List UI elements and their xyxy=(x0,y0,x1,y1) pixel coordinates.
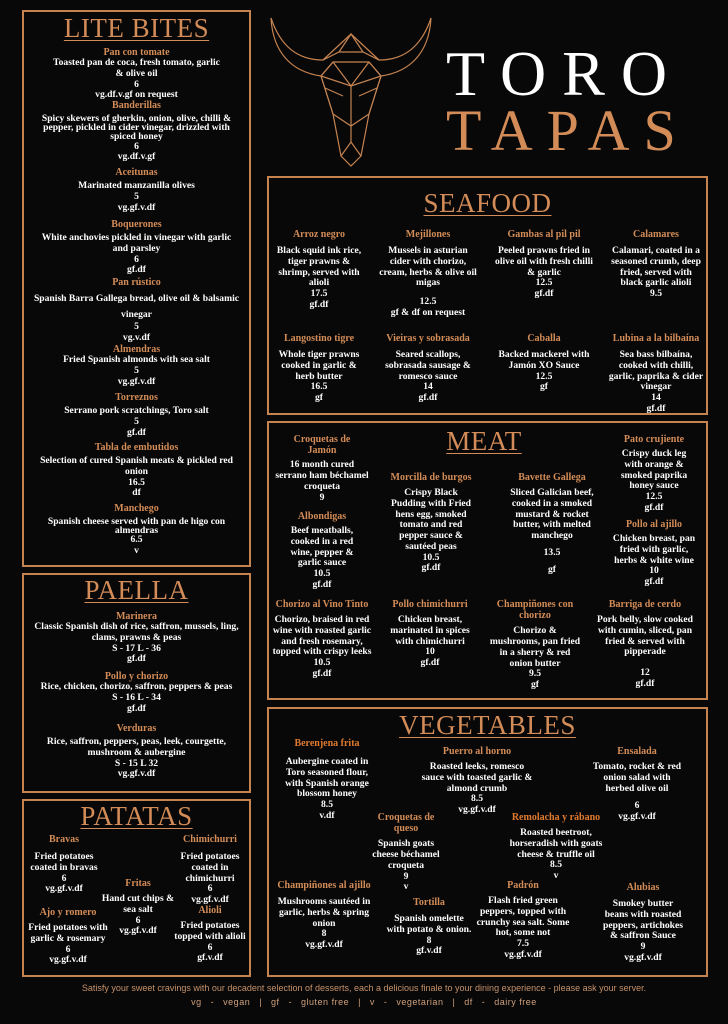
item-name: Puerro al horno xyxy=(442,746,512,757)
item-desc: Mussels in asturian cider with chorizo, cream, herbs & olive oil migas xyxy=(379,245,477,289)
item-desc: Roasted beetroot, horseradish with goats cheese & truffle oil xyxy=(509,827,603,860)
menu-item-champinones-al-ajillo xyxy=(276,880,372,951)
item-desc: Smokey butter beans with roasted peppers, artichokes & saffron Sauce xyxy=(603,898,683,942)
menu-item-albondigas xyxy=(275,511,369,591)
item-desc: Spicy skewers of gherkin, onion, olive, chilli & pepper, pickled in cider vinegar, drizzled with spiced honey xyxy=(41,113,232,143)
item-desc: Fried potatoes coated in bravas xyxy=(30,851,98,873)
section-title-meat: MEAT xyxy=(446,426,522,456)
item-name: Bavette Gallega xyxy=(518,472,586,483)
item-name: Banderillas xyxy=(112,100,161,111)
item-price: 6 xyxy=(134,78,139,90)
item-desc: Chorizo & mushrooms, pan fried in a sherry & red onion butter xyxy=(489,625,581,669)
menu-item-manchego xyxy=(30,503,243,557)
item-desc: Roasted leeks, romesco sauce with toasted garlic & almond crumb xyxy=(421,761,533,794)
item-price: 6 xyxy=(65,943,71,955)
item-name: Pollo y chorizo xyxy=(104,671,169,682)
item-name: Chimichurri xyxy=(183,834,237,845)
item-desc: Toasted pan de coca, fresh tomato, garlic & olive oil xyxy=(53,57,220,79)
item-price: 10 xyxy=(425,646,435,658)
item-price: S - 17 L - 36 xyxy=(112,642,161,654)
item-tags: gf xyxy=(315,392,323,404)
dessert-note: Satisfy your sweet cravings with our decadent selection of desserts, each a delicious finale to your dining experience - please ask your server. xyxy=(81,983,647,993)
item-name: Almendras xyxy=(112,344,161,355)
item-name: Verduras xyxy=(116,723,157,734)
item-name: Lubina a la bilbaína xyxy=(612,333,700,344)
item-tags: v.df xyxy=(319,809,335,821)
item-tags: gf xyxy=(548,563,556,575)
menu-item-pan-rustico xyxy=(30,277,243,343)
item-desc: Fried potatoes topped with alioli xyxy=(174,920,246,942)
item-name: Alubias xyxy=(626,882,660,893)
item-desc: Chorizo, braised in red wine with roasted garlic and fresh rosemary, topped with crispy leeks xyxy=(272,614,372,658)
item-name: Pan con tomate xyxy=(103,47,170,58)
item-price: 10.5 xyxy=(313,568,331,580)
item-desc: Fried Spanish almonds with sea salt xyxy=(63,354,210,366)
item-name: Caballa xyxy=(527,333,561,344)
item-name: Ensalada xyxy=(617,746,657,757)
item-tags: gf.df xyxy=(312,578,332,590)
item-price: 12.5 xyxy=(419,296,437,308)
item-price: 8 xyxy=(426,934,432,946)
item-tags: gf.v.df xyxy=(416,945,442,957)
item-tags: gf.df xyxy=(646,402,666,414)
item-price: 16.5 xyxy=(310,381,328,393)
menu-item-puerro-al-horno xyxy=(418,746,536,816)
item-price: 12 xyxy=(640,667,650,679)
menu-item-tabla-de-embutidos xyxy=(30,442,243,499)
item-price: 12.5 xyxy=(645,491,663,503)
item-tags: gf.df xyxy=(644,576,664,588)
item-desc: Peeled prawns fried in olive oil with fresh chilli & garlic xyxy=(495,245,593,278)
item-price: 6 xyxy=(135,914,141,926)
item-desc: Sliced Galician beef, cooked in a smoked mustard & rocket butter, with melted manchego xyxy=(510,487,594,542)
item-price: 9 xyxy=(319,491,325,503)
item-desc: Marinated manzanilla olives xyxy=(78,180,195,192)
item-tags: vg.gf.v.df xyxy=(117,375,156,387)
item-desc: Calamari, coated in a seasoned crumb, deep fried, served with black garlic alioli xyxy=(611,245,701,289)
section-title-seafood: SEAFOOD xyxy=(423,188,552,218)
item-desc: Aubergine coated in Toro seasoned flour, with Spanish orange blossom honey xyxy=(285,756,369,800)
item-tags: gf.df xyxy=(534,288,554,300)
item-price: 8.5 xyxy=(550,859,562,871)
bull-logo-icon xyxy=(263,14,439,174)
item-tags: gf.df xyxy=(127,653,146,665)
dietary-legend: vg - vegan | gf - gluten free | v - vegetarian | df - dairy free xyxy=(191,997,537,1007)
item-name: Ajo y romero xyxy=(39,907,97,918)
item-tags: v xyxy=(134,545,139,557)
item-price: 9.5 xyxy=(650,288,662,300)
item-name: Champiñones con chorizo xyxy=(496,599,574,622)
menu-item-pan-con-tomate xyxy=(30,47,243,101)
item-tags: gf.df xyxy=(635,677,655,689)
item-tags: gf.df xyxy=(127,426,146,438)
item-name: Champiñones al ajillo xyxy=(277,880,371,891)
item-tags: gf xyxy=(531,679,539,691)
item-desc: Spanish cheese served with pan de higo con almendras xyxy=(47,516,226,537)
menu-item-boquerones xyxy=(30,219,243,276)
item-price: 12.5 xyxy=(535,277,553,289)
menu-item-chimichurri xyxy=(172,834,248,906)
item-price: S - 16 L - 34 xyxy=(112,691,161,703)
item-name: Marinera xyxy=(115,611,158,622)
item-desc: Black squid ink rice, tiger prawns & shrimp, served with alioli xyxy=(276,245,362,289)
item-tags: gf.df xyxy=(312,667,332,679)
item-name: Albondigas xyxy=(297,511,347,522)
item-name: Mejillones xyxy=(405,229,451,240)
item-name: Barriga de cerdo xyxy=(608,599,682,610)
item-tags: gf xyxy=(540,381,548,393)
item-tags: df xyxy=(132,487,141,499)
item-desc: Fried potatoes coated in chimichurri xyxy=(180,851,240,884)
menu-item-pollo-y-chorizo xyxy=(30,671,243,714)
menu-item-morcilla-de-burgos xyxy=(382,472,480,574)
menu-item-berenjena-frita xyxy=(276,738,378,822)
item-name: Arroz negro xyxy=(292,229,346,240)
item-price: 5 xyxy=(134,415,139,427)
menu-item-croquetas-de-jamon xyxy=(275,434,369,503)
item-desc: Seared scallops, sobrasada sausage & romesco sauce xyxy=(385,349,471,382)
item-price: 9.5 xyxy=(529,668,541,680)
item-name: Torreznos xyxy=(115,392,158,403)
item-tags: vg.df.v.gf xyxy=(117,151,156,163)
item-price: 6 xyxy=(134,253,139,265)
menu-item-langostino-tigre xyxy=(271,333,367,404)
item-price: 6 xyxy=(61,872,67,884)
menu-item-croquetas-de-queso xyxy=(364,812,448,893)
menu-item-aceitunas xyxy=(30,167,243,213)
item-price: 6 xyxy=(634,800,640,812)
item-tags: vg.gf.v.df xyxy=(191,894,229,906)
item-tags: vg.gf.v.df xyxy=(624,951,662,963)
item-price: 8.5 xyxy=(321,799,333,811)
item-price: 10.5 xyxy=(313,657,331,669)
menu-item-fritas xyxy=(100,878,176,937)
item-tags: vg.gf.v.df xyxy=(45,883,83,895)
item-desc: Rice, chicken, chorizo, saffron, peppers & peas xyxy=(40,681,233,693)
item-name: Croquetas de queso xyxy=(377,812,435,835)
item-desc: Mushrooms sautéed in garlic, herbs & spring onion xyxy=(277,896,371,929)
item-tags: gf.df xyxy=(421,562,441,574)
item-desc: Crispy duck leg with orange & smoked paprika honey sauce xyxy=(620,448,688,492)
item-name: Remolacha y rábano xyxy=(511,812,601,823)
item-tags: vg.v.df xyxy=(122,331,151,343)
item-tags: vg.gf.v.df xyxy=(504,948,542,960)
menu-item-verduras xyxy=(30,723,243,780)
menu-item-champinones-con-chorizo xyxy=(488,599,582,691)
item-name: Bravas xyxy=(49,834,79,845)
item-name: Aceitunas xyxy=(115,167,158,178)
item-tags: gf.df xyxy=(644,501,664,513)
item-price: 9 xyxy=(640,941,646,953)
section-title-paella: PAELLA xyxy=(84,575,189,605)
item-price: 8.5 xyxy=(471,793,483,805)
menu-item-lubina-a-la-bilbaina xyxy=(608,333,704,415)
item-tags: gf.df xyxy=(309,298,329,310)
menu-item-pollo-al-ajillo xyxy=(610,519,698,588)
item-desc: Crispy Black Pudding with Fried hens egg, smoked tomato and red pepper sauce & sautéed peas xyxy=(391,487,471,552)
menu-item-banderillas xyxy=(30,100,243,163)
item-name: Pollo chimichurri xyxy=(392,599,468,610)
item-desc: Backed mackerel with Jamón XO Sauce xyxy=(498,349,590,371)
item-price: 17.5 xyxy=(310,288,328,300)
item-desc: Chicken breast, pan fried with garlic, herbs & white wine xyxy=(612,533,696,566)
item-price: S - 15 L 32 xyxy=(114,757,159,769)
item-tags: vg.gf.v.df xyxy=(305,939,343,951)
item-price: 7.5 xyxy=(517,938,529,950)
item-desc: 16 month cured serrano ham béchamel croqueta xyxy=(275,459,369,492)
menu-item-remolacha-y-rabano xyxy=(500,812,612,882)
item-tags: gf.v.df xyxy=(197,952,223,964)
item-desc: White anchovies pickled in vinegar with garlic and parsley xyxy=(41,232,232,254)
menu-item-alioli xyxy=(172,905,248,964)
item-tags: gf.df xyxy=(127,702,146,714)
item-name: Pato crujiente xyxy=(623,434,685,445)
item-tags: gf.df xyxy=(420,657,440,669)
section-title-vegetables: VEGETABLES xyxy=(399,710,576,740)
item-name: Gambas al pil pil xyxy=(507,229,581,240)
menu-item-chorizo-al-vino-tinto xyxy=(271,599,373,680)
menu-item-calamares xyxy=(610,229,702,300)
item-desc: Classic Spanish dish of rice, saffron, mussels, ling, clams, prawns & peas xyxy=(34,621,239,643)
menu-item-pollo-chimichurri xyxy=(381,599,479,669)
item-desc: Beef meatballs, cooked in a red wine, pepper & garlic sauce xyxy=(290,525,354,569)
item-tags: vg.df.v.gf on request xyxy=(95,89,178,101)
item-name: Tabla de embutidos xyxy=(94,442,179,453)
section-title-lite-bites: LITE BITES xyxy=(63,13,210,43)
item-name: Berenjena frita xyxy=(294,738,360,749)
item-desc: Fried potatoes with garlic & rosemary xyxy=(28,922,108,944)
item-desc: Tomato, rocket & red onion salad with herbed olive oil xyxy=(592,761,682,794)
menu-item-gambas-al-pil-pil xyxy=(492,229,596,300)
item-tags: vg.gf.v.df xyxy=(49,954,87,966)
item-tags: vg.gf.v.df xyxy=(117,768,156,780)
item-name: Morcilla de burgos xyxy=(390,472,472,483)
section-title-patatas: PATATAS xyxy=(80,801,193,831)
menu-item-marinera xyxy=(30,611,243,665)
menu-item-tortilla xyxy=(384,897,474,957)
item-price: 6.5 xyxy=(130,534,143,546)
menu-item-mejillones xyxy=(378,229,478,319)
item-desc: Spanish Barra Gallega bread, olive oil & balsamic vinegar xyxy=(33,293,240,320)
item-desc: Pork belly, slow cooked with cumin, sliced, pan fried & served with pipperade xyxy=(597,614,693,658)
item-tags: vg.gf.v.df xyxy=(458,804,496,816)
item-desc: Spanish goats cheese béchamel croqueta xyxy=(372,838,440,871)
item-name: Fritas xyxy=(125,878,151,889)
item-desc: Sea bass bilbaína, cooked with chilli, garlic, paprika & cider vinegar xyxy=(608,349,704,393)
menu-item-arroz-negro xyxy=(271,229,367,311)
item-desc: Flash fried green peppers, topped with crunchy sea salt. Some hot, some not xyxy=(476,895,570,939)
item-name: Pollo al ajillo xyxy=(625,519,683,530)
menu-item-barriga-de-cerdo xyxy=(594,599,696,690)
item-name: Langostino tigre xyxy=(283,333,355,344)
item-tags: gf.df xyxy=(418,392,438,404)
menu-item-torreznos xyxy=(30,392,243,438)
item-tags: vg.gf.v.df xyxy=(119,925,157,937)
menu-item-bravas xyxy=(26,834,102,895)
item-name: Pan rústico xyxy=(112,277,161,288)
item-tags: gf.df xyxy=(127,264,146,276)
menu-item-alubias xyxy=(600,882,686,964)
item-name: Boquerones xyxy=(111,219,162,230)
item-desc: Chicken breast, marinated in spices with chimichurri xyxy=(390,614,470,647)
menu-item-pato-crujiente xyxy=(610,434,698,514)
item-desc: Whole tiger prawns cooked in garlic & herb butter xyxy=(278,349,360,382)
item-price: 14 xyxy=(423,381,433,393)
item-desc: Serrano pork scratchings, Toro salt xyxy=(64,405,209,417)
item-name: Chorizo al Vino Tinto xyxy=(275,599,369,610)
item-price: 8 xyxy=(321,928,327,940)
item-desc: Rice, saffron, peppers, peas, leek, courgette, mushroom & aubergine xyxy=(46,736,227,758)
item-name: Padrón xyxy=(507,880,539,891)
item-price: 10.5 xyxy=(422,551,440,563)
menu-item-padron xyxy=(476,880,570,961)
menu-item-ajo-y-romero xyxy=(26,907,110,966)
menu-item-bavette-gallega xyxy=(501,472,603,575)
item-price: 10 xyxy=(649,565,659,577)
menu-item-vieiras-y-sobrasada xyxy=(376,333,480,404)
item-name: Vieiras y sobrasada xyxy=(386,333,470,344)
item-price: 12.5 xyxy=(535,370,553,382)
item-price: 6 xyxy=(134,140,139,152)
item-price: 5 xyxy=(134,364,139,376)
item-tags: v xyxy=(553,870,559,882)
item-tags: vg.gf.v.df xyxy=(618,811,656,823)
item-price: 6 xyxy=(207,941,213,953)
item-price: 6 xyxy=(207,883,213,895)
item-price: 13.5 xyxy=(543,546,561,558)
item-price: 5 xyxy=(134,320,139,332)
logo-word-tapas: TAPAS xyxy=(446,98,690,163)
item-price: 5 xyxy=(134,190,139,202)
item-desc: Spanish omelette with potato & onion. xyxy=(386,913,472,935)
item-name: Croquetas de Jamón xyxy=(293,434,351,457)
item-name: Tortilla xyxy=(413,897,445,908)
item-price: 9 xyxy=(403,870,409,882)
item-tags: gf & df on request xyxy=(390,306,466,318)
item-price: 16.5 xyxy=(128,476,145,488)
item-name: Manchego xyxy=(114,503,159,514)
item-desc: Hand cut chips & sea salt xyxy=(101,893,175,915)
logo-word-toro: TORO xyxy=(446,38,684,109)
item-name: Alioli xyxy=(198,905,222,916)
item-tags: vg.gf.v.df xyxy=(117,201,156,213)
item-tags: v xyxy=(403,881,409,893)
item-desc: Selection of cured Spanish meats & pickled red onion xyxy=(40,455,233,477)
item-price: 14 xyxy=(651,392,661,404)
menu-item-caballa xyxy=(496,333,592,393)
item-name: Calamares xyxy=(633,229,679,240)
menu-item-almendras xyxy=(30,344,243,387)
